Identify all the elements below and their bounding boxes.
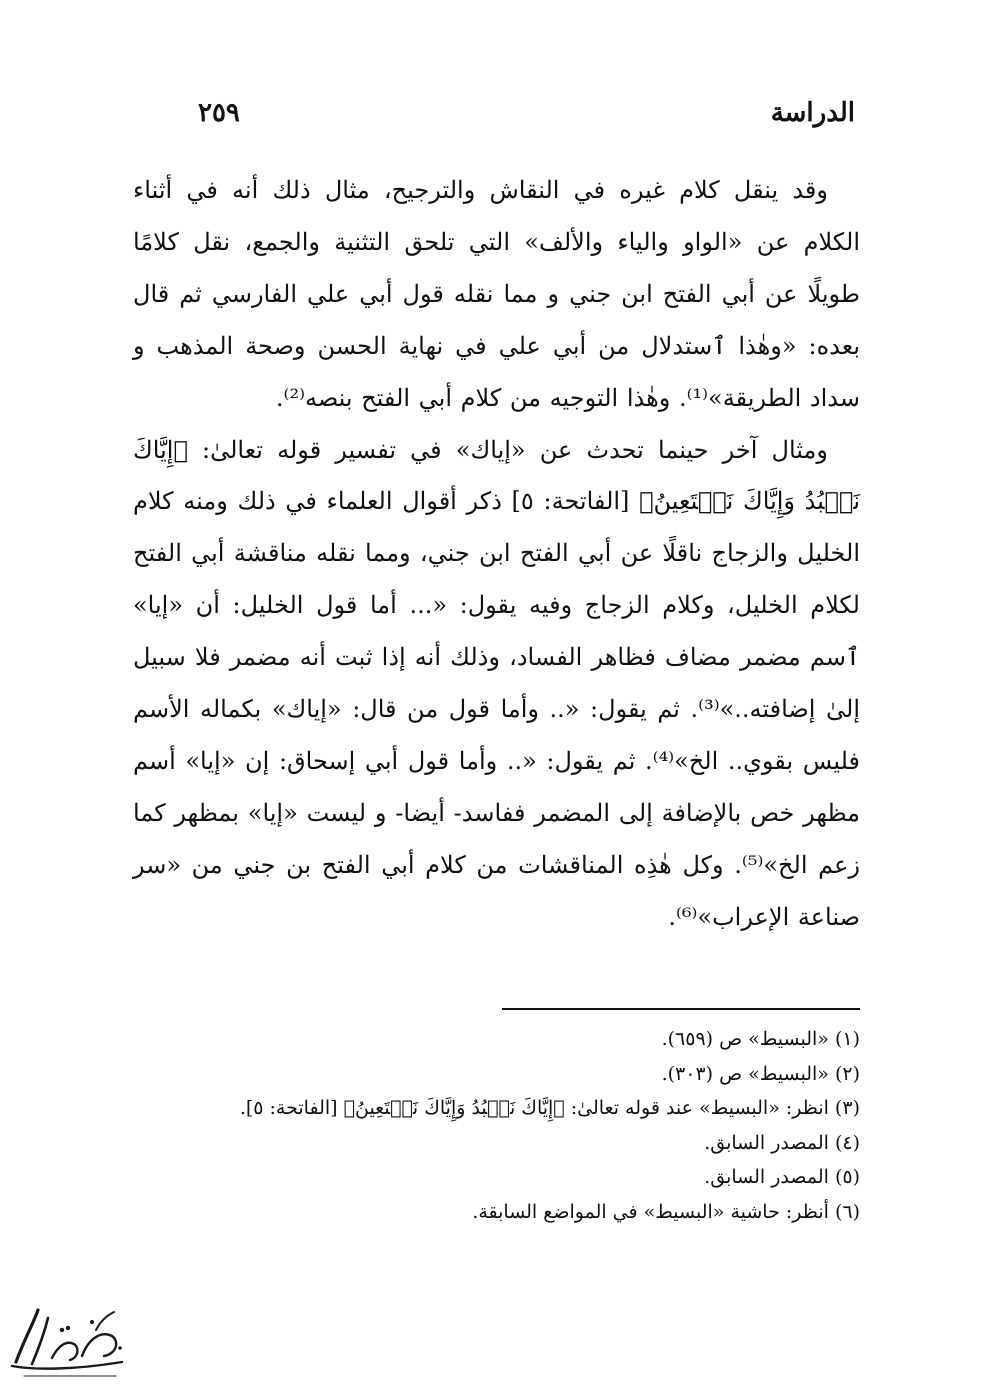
page-header	[190, 98, 855, 138]
paragraph-example-one: وقد ينقل كلام غيره في النقاش والترجيح، مثال ذلك أنه في أثناء الكلام عن «الواو والياء والألف» التي تلحق التثنية والجمع، نقل كلامًا طويلًا عن أبي الفتح ابن جني و مما نقله قول أبي علي الفارسي ثم قال بعده: «وهٰذا ٱستدلال من أبي علي في نهاية الحسن وصحة المذهب و سداد الطريقة»⁽¹⁾. وهٰذا التوجيه من كلام أبي الفتح بنصه⁽²⁾.	[133, 176, 860, 412]
footnote-6: (٦) أنظر: حاشية «البسيط» في المواضع السابقة.	[472, 1200, 860, 1223]
page-number: ٢٥٩	[198, 98, 240, 128]
calligraphic-seal-icon	[4, 1300, 134, 1380]
footnote-2: (٢) «البسيط» ص (٣٠٣).	[661, 1062, 860, 1085]
footnote-1: (١) «البسيط» ص (٦٥٩).	[661, 1028, 860, 1050]
main-text	[133, 165, 860, 944]
footnote-4: (٤) المصدر السابق.	[704, 1131, 860, 1154]
section-title: الدراسة	[770, 98, 855, 128]
paragraph-example-two: ومثال آخر حينما تحدث عن «إياك» في تفسير قوله تعالىٰ: ﴿إِيَّاكَ نَعۡبُدُ وَإِيَّاكَ نَسۡتَعِينُ﴾ [الفاتحة: ٥] ذكر أقوال العلماء في ذلك ومنه كلام الخليل والزجاج ناقلًا عن أبي الفتح ابن جني، ومما نقله مناقشة أبي الفتح لكلام الخليل، وكلام الزجاج وفيه يقول: «... أما قول الخليل: أن «إيا» ٱسم مضمر مضاف فظاهر الفساد، وذلك أنه إذا ثبت أنه مضمر فلا سبيل إلىٰ إضافته..»⁽³⁾. ثم يقول: «.. وأما قول من قال: «إياك» بكماله الأسم فليس بقوي.. الخ»⁽⁴⁾. ثم يقول: «.. وأما قول أبي إسحاق: إن «إيا» أسم مظهر خص بالإضافة إلى المضمر ففاسد- أيضا- و ليست «إيا» بمظهر كما زعم الخ»⁽⁵⁾. وكل هٰذِه المناقشات من كلام أبي الفتح بن جني من «سر صناعة الإعراب»⁽⁶⁾.	[133, 435, 861, 931]
footnotes-list	[133, 1022, 860, 1229]
footnote-divider	[502, 1008, 860, 1010]
footnote-3: (٣) انظر: «البسيط» عند قوله تعالىٰ: ﴿إِيَّاكَ نَعۡبُدُ وَإِيَّاكَ نَسۡتَعِينُ﴾ [الفاتحة: ٥].	[239, 1097, 860, 1119]
footnote-5: (٥) المصدر السابق.	[704, 1166, 860, 1188]
